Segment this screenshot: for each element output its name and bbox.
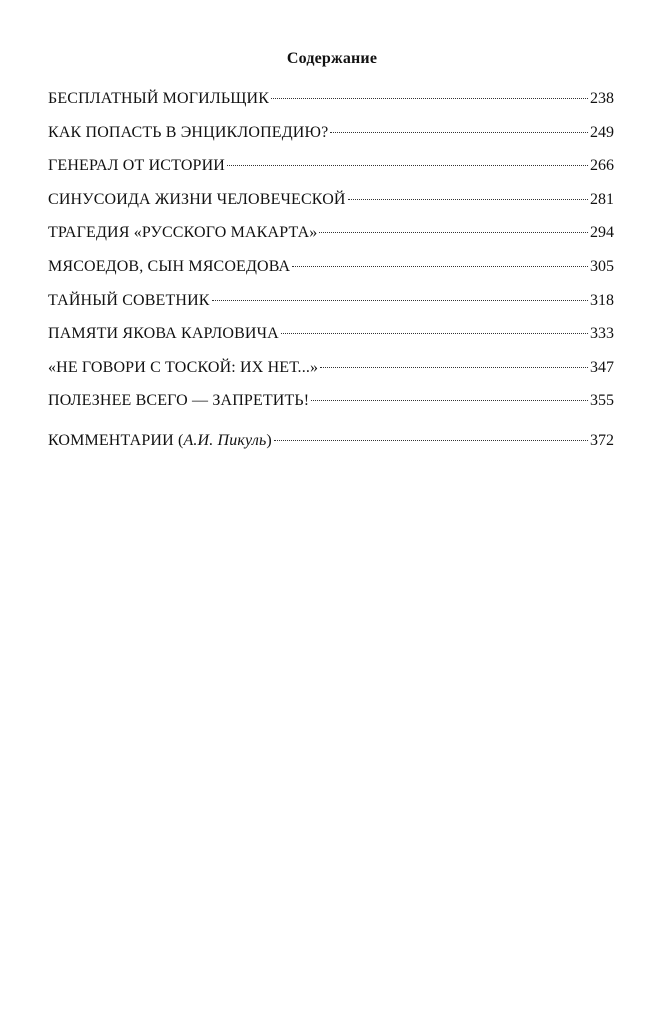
- page-title: Содержание: [286, 50, 378, 67]
- dot-leader: [212, 300, 588, 301]
- toc-page-number: 355: [590, 392, 614, 410]
- toc-entry[interactable]: [48, 288, 614, 322]
- toc-entry[interactable]: [48, 254, 614, 288]
- toc-page-number: 347: [590, 358, 614, 376]
- toc-entry[interactable]: [48, 220, 614, 254]
- dot-leader: [281, 333, 588, 334]
- toc-page-number: 305: [590, 257, 614, 275]
- toc-entry-title: КАК ПОПАСТЬ В ЭНЦИКЛОПЕДИЮ?: [48, 123, 329, 141]
- toc-entry-title: «НЕ ГОВОРИ С ТОСКОЙ: ИХ НЕТ...»: [48, 358, 319, 376]
- toc-entry[interactable]: [48, 388, 614, 422]
- toc-page-number: 294: [590, 224, 614, 242]
- dot-leader: [320, 367, 588, 368]
- dot-leader: [271, 98, 588, 99]
- toc-page-number: 333: [590, 325, 614, 343]
- toc-page-number: 372: [590, 431, 614, 449]
- commentary-close-paren: ): [266, 431, 272, 449]
- toc-entry-title: ГЕНЕРАЛ ОТ ИСТОРИИ: [48, 157, 225, 175]
- dot-leader: [348, 199, 588, 200]
- toc-page-number: 249: [590, 123, 614, 141]
- toc-page-number: 238: [590, 90, 614, 107]
- dot-leader: [227, 165, 588, 166]
- toc-page-number: 318: [590, 291, 614, 309]
- dot-leader: [330, 132, 588, 133]
- toc-entry-title: СИНУСОИДА ЖИЗНИ ЧЕЛОВЕЧЕСКОЙ: [48, 190, 346, 208]
- toc-page-number: 281: [590, 190, 614, 208]
- toc-entry[interactable]: [48, 86, 614, 120]
- dot-leader: [292, 266, 588, 267]
- toc-page-number: 266: [590, 157, 614, 175]
- toc-entry[interactable]: [48, 120, 614, 154]
- dot-leader: [274, 440, 588, 441]
- toc-entry-commentary[interactable]: [48, 428, 614, 462]
- toc-entry-title: ТАЙНЫЙ СОВЕТНИК: [48, 291, 210, 309]
- toc-entry-title: [48, 428, 272, 454]
- dot-leader: [319, 232, 588, 233]
- toc-entry-title: МЯСОЕДОВ, СЫН МЯСОЕДОВА: [48, 257, 291, 275]
- toc-entry[interactable]: [48, 187, 614, 221]
- toc-entry[interactable]: [48, 321, 614, 355]
- dot-leader: [311, 400, 588, 401]
- toc-entry-title: ТРАГЕДИЯ «РУССКОГО МАКАРТА»: [48, 224, 318, 242]
- toc-entry-title: БЕСПЛАТНЫЙ МОГИЛЬЩИК: [48, 90, 270, 107]
- toc-entry-title: ПОЛЕЗНЕЕ ВСЕГО — ЗАПРЕТИТЬ!: [48, 392, 310, 410]
- toc-entry[interactable]: [48, 153, 614, 187]
- commentary-author: А.И. Пикуль: [183, 431, 267, 449]
- table-of-contents: [48, 86, 614, 462]
- commentary-label: КОММЕНТАРИИ (: [48, 431, 184, 449]
- toc-entry[interactable]: [48, 355, 614, 389]
- toc-entry-title: ПАМЯТИ ЯКОВА КАРЛОВИЧА: [48, 325, 279, 343]
